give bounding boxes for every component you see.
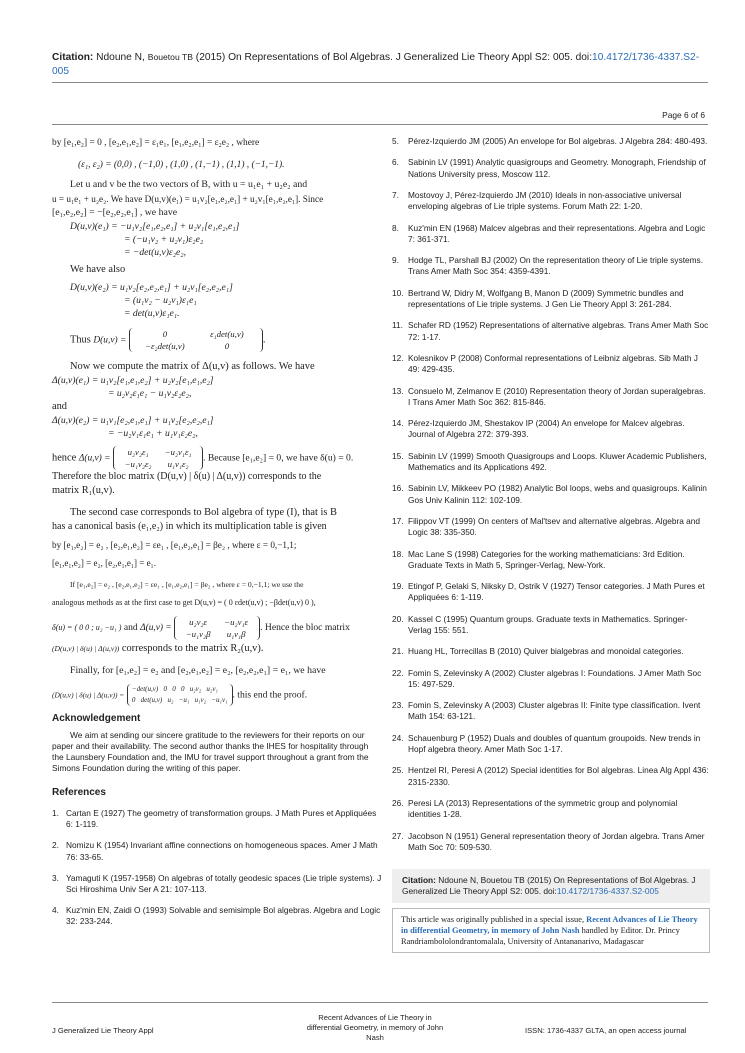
reference-item: [392, 646, 710, 657]
footer-issue: Recent Advances of Lie Theory in differential Geometry, in memory of John Nash: [306, 1013, 444, 1042]
text-line: Therefore the bloc matrix (D(u,v) | δ(u) | Δ(u,v)) corresponds to the: [52, 471, 322, 482]
reference-number: 9.: [392, 255, 399, 266]
reference-text: Schafer RD (1952) Representations of alternative algebras. Trans Amer Math Soc 72: 1-17.: [408, 320, 709, 342]
reference-number: 22.: [392, 667, 404, 678]
text-line: Let u and v be the two vectors of B, with u = u₁e₁ + u₂e₂ and: [70, 179, 308, 190]
reference-item: [392, 668, 710, 690]
reference-text: Fomin S, Zelevinsky A (2002) Cluster algebras I: Foundations. J Amer Math Soc 15: 497-529.: [408, 667, 702, 689]
footer-issn: ISSN: 1736-4337 GLTA, an open access journal: [525, 1026, 687, 1035]
reference-number: 2.: [52, 840, 59, 851]
reference-text: Huang HL, Torrecillas B (2010) Quiver bialgebras and monoidal categories.: [408, 646, 684, 657]
reference-number: 17.: [392, 515, 404, 526]
reference-number: 6.: [392, 157, 399, 168]
math-line: = (u₁v₂ − u₂v₁)ε₁e₁: [124, 295, 197, 306]
reference-item: [392, 418, 710, 440]
reference-number: 18.: [392, 548, 404, 559]
math-line: = −u₂v₁ε₁e₁ + u₁v₁ε₂e₂,: [108, 428, 198, 439]
page-number: Page 6 of 6: [662, 110, 705, 120]
reference-text: Nomizu K (1954) Invariant affine connections on homogeneous spaces. Amer J Math 76: 33-65.: [66, 840, 378, 862]
reference-text: Pérez-Izquierdo JM, Shestakov IP (2004) An envelope for Malcev algebras. Journal of Algebra 272: 379-393.: [408, 418, 685, 440]
thus-line: Thus D(u,v) = 0 ε₁det(u,v) −ε₂det(u,v) 0.: [70, 329, 266, 351]
acknowledgement-heading: Acknowledgement: [52, 713, 141, 724]
reference-number: 10.: [392, 287, 404, 298]
math-line: Δ(u,v)(e₁) = u₁v₂[e₁,e₁,e₂] + u₂v₂[e₁,e₁,e₂]: [52, 375, 214, 386]
reference-text: Cartan E (1927) The geometry of transformation groups. J Math Pures et Appliquées 6: 1-119.: [66, 808, 377, 830]
reference-text: Fomin S, Zelevinsky A (2003) Cluster algebras II: Finite type classification. Ivent Math 154: 63-121.: [408, 700, 701, 722]
reference-item: [392, 190, 710, 212]
references-list-left: [52, 808, 382, 928]
reference-item: [392, 798, 710, 820]
reference-item: [392, 223, 710, 245]
reference-text: Kassel C (1995) Quantum groups. Graduate texts in Mathematics. Springer-Verlag 155: 551.: [408, 613, 688, 635]
references-heading: References: [52, 787, 106, 798]
reference-item: [392, 516, 710, 538]
reference-number: 5.: [392, 136, 399, 146]
reference-text: Mostovoy J, Pérez-Izquierdo JM (2010) Ideals in non-associative universal enveloping algebras of Lie triple systems. Forum Math 22: 1-20.: [408, 189, 682, 212]
reference-item: [392, 320, 710, 342]
reference-item: [52, 840, 382, 862]
reference-number: 20.: [392, 613, 404, 624]
reference-item: [392, 483, 710, 505]
math-line: D(u,v)(e₁) = −u₁v₂[e₁,e₂,e₁] + u₂v₁[e₁,e₂,e₁]: [70, 221, 240, 232]
reference-text: Sabinin LV (1999) Smooth Quasigroups and Loops. Kluwer Academic Publishers, Mathematics and its Applications 492.: [408, 450, 707, 472]
reference-item: [392, 581, 710, 603]
header-divider: [52, 82, 708, 83]
reference-item: [392, 549, 710, 571]
reference-item: [392, 765, 710, 787]
math-line: = (−u₁v₂ + u₂v₁)ε₂e₂: [124, 234, 204, 245]
text-line: u = u₁e₁ + u₂e₂. We have D(u,v)(e₁) = u₁v₂[e₁,e₂,e₁] + u₂v₁[e₁,e₂,e₁]. Since: [52, 194, 324, 204]
matrix-d: 0 ε₁det(u,v) −ε₂det(u,v) 0: [129, 328, 263, 352]
special-issue-link[interactable]: Recent Advances of Lie Theory in differential Geometry, in memory of John Nash: [401, 915, 698, 935]
reference-text: Etingof P, Gelaki S, Niksky D, Ostrik V (1927) Tensor categories. J Math Pures et Appliquées 6: 1-119.: [408, 581, 705, 603]
reference-item: [392, 700, 710, 722]
text-line: If [e₁,e₂] = e₂ , [e₂,e₁,e₂] = εe₁ , [e₁,e₂,e₁] = βe₂ , where ε = 0,−1,1; we use the: [70, 580, 304, 589]
reference-text: Yamaguti K (1957-1958) On algebras of totally geodesic spaces (Lie triple systems). J Sci Hiroshima Univ Ser A 21: 107-113.: [66, 872, 382, 895]
reference-text: Kolesnikov P (2008) Conformal representations of Leibniz algebras. Sib Math J 49: 429-435.: [408, 352, 698, 375]
citation-box: Citation: Ndoune N, Bouetou TB (2015) On Representations of Bol Algebras. J Generalized Lie Theory Appl S2: 005. doi:10.4172/1736-4337.S2-005: [392, 869, 710, 903]
reference-text: Mac Lane S (1998) Categories for the working mathematicians: 3rd Edition. Graduate Texts in Math 5, Springer-Verlag, New-York.: [408, 548, 685, 570]
reference-item: [392, 136, 710, 147]
reference-text: Filippov VT (1999) On centers of Mal'tsev and alternative algebras. Algebra and Logic 38: 335-350.: [408, 515, 700, 538]
text-line: (D(u,v) | δ(u) | Δ(u,v)) corresponds to the matrix R₂(u,v).: [52, 643, 264, 654]
reference-number: 24.: [392, 732, 404, 743]
footer-journal: J Generalized Lie Theory Appl: [52, 1026, 154, 1035]
reference-item: [392, 288, 710, 310]
text-line: Now we compute the matrix of Δ(u,v) as follows. We have: [70, 361, 315, 372]
reference-number: 14.: [392, 418, 404, 429]
reference-number: 11.: [392, 320, 403, 331]
citation-box-doi-link[interactable]: 10.4172/1736-4337.S2-005: [556, 886, 659, 896]
reference-text: Hodge TL, Parshall BJ (2002) On the representation theory of Lie triple systems. Trans Amer Math Soc 354: 4359-4391.: [408, 255, 703, 277]
footer-divider: [52, 1002, 708, 1003]
text-line: analogous methods as at the first case to get D(u,v) = ( 0 εdet(u,v) ; −βdet(u,v) 0 ),: [52, 598, 316, 607]
reference-number: 12.: [392, 352, 404, 363]
text-line: We have also: [70, 264, 126, 275]
delta-line: δ(u) = ( 0 0 ; u₂ −u₁ ) and Δ(u,v) = u₂v₂ε −u₂v₁ε −u₁v₂β u₁v₁β. Hence the bloc matrix: [52, 617, 350, 639]
reference-number: 8.: [392, 222, 399, 233]
left-column: [52, 136, 382, 938]
text-line: matrix R₁(u,v).: [52, 485, 115, 496]
text-line: by [e₁,e₂] = e₂ , [e₂,e₁,e₂] = εe₁ , [e₁,e₂,e₁] = βe₂ , where ε = 0,−1,1;: [52, 540, 297, 550]
reference-number: 26.: [392, 798, 404, 809]
reference-number: 13.: [392, 385, 404, 396]
reference-item: [392, 386, 710, 408]
reference-item: [52, 905, 382, 927]
reference-text: Consuelo M, Zelmanov E (2010) Representation theory of Jordan superalgebras. I Trans Amer Math Soc 362: 815-846.: [408, 385, 706, 407]
reference-text: Bertrand W, Didry M, Wolfgang B, Manon D (2009) Symmetric bundles and representations of Lie triple systems. J Gen Lie Theory Appl 3: 261-284.: [408, 287, 684, 309]
text-line: by [e₁,e₂] = 0 , [e₂,e₁,e₂] = ε₁e₁, [e₁,e₂,e₁] = ε₂e₂ , where: [52, 138, 260, 148]
reference-item: [52, 808, 382, 830]
references-list-right: [392, 136, 710, 853]
matrix-delta: u₂v₂ε₁ −u₂v₁ε₁ −u₁v₂ε₂ u₁v₁ε₂: [113, 446, 203, 470]
text-line: (ε₁, ε₂) = (0,0) , (−1,0) , (1,0) , (1,−1) , (1,1) , (−1,−1).: [78, 160, 285, 170]
reference-number: 25.: [392, 765, 404, 776]
reference-number: 7.: [392, 189, 399, 200]
reference-number: 27.: [392, 830, 404, 841]
reference-text: Pérez-Izquierdo JM (2005) An envelope for Bol algebras. J Algebra 284: 480-493.: [408, 136, 708, 146]
right-column: [392, 136, 710, 863]
acknowledgement-text: We aim at sending our sincere gratitude to the reviewers for their reports on our paper and their availability. The second author thanks the IHES for hospitality through the Launsbery Foundation and, the IMU for travel support throughout a grant from the Simons Foundation during the writing of this paper.: [52, 730, 369, 773]
hence-line: hence Δ(u,v) = u₂v₂ε₁ −u₂v₁ε₁ −u₁v₂ε₂ u₁v₁ε₂. Because [e₁,e₂] = 0, we have δ(u) = 0.: [52, 447, 354, 469]
text-line: has a canonical basis (e₁,e₂) in which its multiplication table is given: [52, 521, 327, 532]
reference-number: 19.: [392, 581, 404, 592]
reference-number: 21.: [392, 646, 404, 657]
text-line: and: [52, 401, 68, 412]
reference-number: 3.: [52, 872, 59, 883]
reference-number: 15.: [392, 450, 404, 461]
reference-text: Sabinin LV (1991) Analytic quasigroups and Geometry. Monograph, Friendship of Nations University press, Moscow 112.: [408, 157, 706, 179]
page-divider: [52, 124, 708, 125]
reference-item: [52, 873, 382, 895]
reference-item: [392, 451, 710, 473]
matrix-final: −det(u,v) 0 0 0 u₂v₂ u₂v₁ 0 det(u,v) u₂ −u₁ u₁v₂ −u₁v₁: [127, 684, 233, 706]
math-line: Δ(u,v)(e₂) = u₁v₁[e₂,e₁,e₁] + u₁v₂[e₂,e₂,e₁]: [52, 415, 214, 426]
math-line: D(u,v)(e₂) = u₁v₂[e₂,e₂,e₁] + u₂v₁[e₂,e₂,e₁]: [70, 282, 233, 293]
header-citation: Citation: Ndoune N, Bouetou TB (2015) On Representations of Bol Algebras. J Generalized Lie Theory Appl S2: 005. doi:10.4172/1736-4337.S2-005: [52, 52, 700, 77]
reference-text: Peresi LA (2013) Representations of the symmetric group and polynomial identities 1-28.: [408, 798, 678, 820]
math-line: = u₂v₂ε₁e₁ − u₁v₂ε₂e₂,: [108, 388, 192, 399]
text-line: The second case corresponds to Bol algebra of type (I), that is B: [70, 507, 337, 518]
matrix-delta-2: u₂v₂ε −u₂v₁ε −u₁v₂β u₁v₁β: [174, 616, 260, 640]
reference-text: Jacobson N (1951) General representation theory of Jordan algebra. Trans Amer Math Soc 70: 509-530.: [408, 830, 705, 852]
reference-item: [392, 353, 710, 375]
reference-number: 4.: [52, 905, 59, 916]
text-line: Finally, for [e₁,e₂] = e₂ and [e₂,e₁,e₂] = e₂, [e₂,e₂,e₁] = e₁, we have: [70, 665, 326, 676]
text-line: [e₁,e₁,e₂] = e₂, [e₂,e₁,e₁] = e₁.: [52, 558, 156, 568]
special-issue-box: This article was originally published in a special issue, Recent Advances of Lie Theory in differential Geometry, in memory of John Nash handled by Editor. Dr. Princy Randriambololondrantomalala, University of Antananarivo, Madagascar: [392, 908, 710, 953]
reference-item: [392, 831, 710, 853]
math-line: = det(u,v)ε₁e₁.: [124, 308, 180, 319]
reference-item: [392, 157, 710, 179]
reference-text: Sabinin LV, Mikkeev PO (1982) Analytic Bol loops, webs and quasigroups. Kalinin Gos Univ Kalinin 112: 102-109.: [408, 483, 707, 505]
text-line: [e₁,e₂,e₂] = −[e₂,e₂,e₁] , we have: [52, 207, 178, 218]
reference-text: Schauenburg P (1952) Duals and doubles of quantum groupoids. New trends in Hopf algebra theory. Amer Math Soc 1-17.: [408, 732, 701, 755]
reference-item: [392, 614, 710, 636]
reference-item: [392, 733, 710, 755]
final-line: (D(u,v) | δ(u) | Δ(u,v)) = −det(u,v) 0 0 0 u₂v₂ u₂v₁ 0 det(u,v) u₂ −u₁ u₁v₂ −u₁v₁ . this end the proof.: [52, 685, 308, 704]
reference-item: [392, 255, 710, 277]
header-doi-link[interactable]: 10.4172/1736-4337.S2-005: [52, 52, 700, 77]
reference-text: Kuz'min EN, Zaidi O (1993) Solvable and semisimple Bol algebras. Algebra and Logic 32: 233-244.: [66, 905, 381, 927]
reference-text: Kuz'min EN (1968) Malcev algebras and their representations. Algebra and Logic 7: 361-371.: [408, 222, 706, 244]
reference-number: 1.: [52, 808, 59, 818]
reference-number: 16.: [392, 483, 404, 494]
reference-number: 23.: [392, 700, 404, 711]
math-line: = −det(u,v)ε₂e₂,: [124, 247, 187, 258]
reference-text: Hentzel RI, Peresi A (2012) Special identities for Bol algebras. Linea Alg Appl 436: 2315-2330.: [408, 765, 709, 787]
